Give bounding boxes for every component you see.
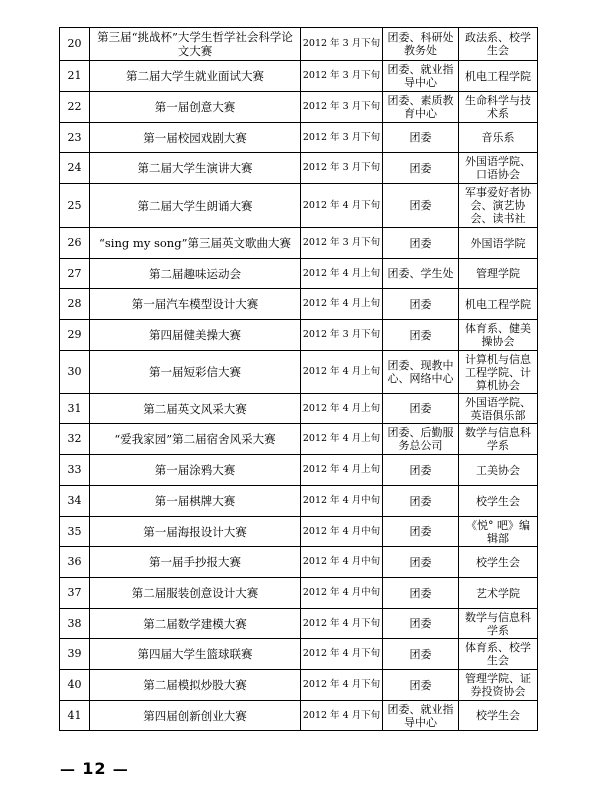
event-date: 2012 年 4 月上旬	[301, 351, 383, 394]
host-unit: 校学生会	[459, 486, 538, 517]
table-row	[60, 547, 538, 578]
table-row	[60, 153, 538, 184]
event-date: 2012 年 4 月下旬	[301, 701, 383, 731]
organizer: 团委、现教中心、网络中心	[383, 351, 459, 394]
row-number: 38	[60, 609, 90, 639]
event-date: 2012 年 3 月下旬	[301, 123, 383, 153]
table-row	[60, 92, 538, 123]
host-unit: 外国语学院	[459, 228, 538, 259]
page-number-dash-right: —	[112, 760, 129, 778]
row-number: 32	[60, 424, 90, 455]
table-row	[60, 289, 538, 320]
table-row	[60, 28, 538, 61]
event-name: 第一届短彩信大赛	[90, 351, 301, 394]
table-row	[60, 455, 538, 486]
table-row	[60, 609, 538, 639]
host-unit: 机电工程学院	[459, 61, 538, 92]
event-date: 2012 年 4 月中旬	[301, 547, 383, 578]
host-unit: 管理学院	[459, 259, 538, 289]
event-date: 2012 年 3 月下旬	[301, 153, 383, 184]
organizer: 团委	[383, 670, 459, 701]
organizer: 团委、就业指导中心	[383, 701, 459, 731]
row-number: 40	[60, 670, 90, 701]
organizer: 团委	[383, 123, 459, 153]
event-name: 第四届创新创业大赛	[90, 701, 301, 731]
host-unit: 外国语学院、口语协会	[459, 153, 538, 184]
organizer: 团委	[383, 486, 459, 517]
event-name: 第一届校园戏剧大赛	[90, 123, 301, 153]
host-unit: 校学生会	[459, 547, 538, 578]
host-unit: 校学生会	[459, 701, 538, 731]
table-row	[60, 61, 538, 92]
host-unit: 生命科学与技术系	[459, 92, 538, 123]
organizer: 团委、就业指导中心	[383, 61, 459, 92]
event-name: 第二届模拟炒股大赛	[90, 670, 301, 701]
event-date: 2012 年 4 月上旬	[301, 394, 383, 424]
host-unit: 管理学院、证券投资协会	[459, 670, 538, 701]
organizer: 团委	[383, 639, 459, 670]
host-unit: 体育系、健美操协会	[459, 320, 538, 351]
row-number: 22	[60, 92, 90, 123]
event-date: 2012 年 3 月下旬	[301, 28, 383, 61]
event-date: 2012 年 3 月下旬	[301, 92, 383, 123]
row-number: 29	[60, 320, 90, 351]
activity-table	[59, 27, 538, 731]
row-number: 20	[60, 28, 90, 61]
event-date: 2012 年 3 月下旬	[301, 320, 383, 351]
host-unit: 《悦° 吧》编辑部	[459, 517, 538, 547]
event-name: 第二届大学生就业面试大赛	[90, 61, 301, 92]
event-date: 2012 年 4 月中旬	[301, 486, 383, 517]
host-unit: 外国语学院、英语俱乐部	[459, 394, 538, 424]
table-row	[60, 578, 538, 609]
table-row	[60, 259, 538, 289]
host-unit: 音乐系	[459, 123, 538, 153]
event-date: 2012 年 4 月上旬	[301, 424, 383, 455]
event-name: 第二届英文风采大赛	[90, 394, 301, 424]
organizer: 团委	[383, 320, 459, 351]
event-name: 第一届海报设计大赛	[90, 517, 301, 547]
event-date: 2012 年 4 月上旬	[301, 455, 383, 486]
row-number: 26	[60, 228, 90, 259]
host-unit: 艺术学院	[459, 578, 538, 609]
table-row	[60, 184, 538, 228]
event-name: 第二届趣味运动会	[90, 259, 301, 289]
table-row	[60, 639, 538, 670]
event-date: 2012 年 4 月下旬	[301, 609, 383, 639]
row-number: 34	[60, 486, 90, 517]
event-name: 第二届服装创意设计大赛	[90, 578, 301, 609]
table-row	[60, 424, 538, 455]
event-date: 2012 年 4 月上旬	[301, 289, 383, 320]
page-number: 12	[82, 759, 107, 778]
organizer: 团委	[383, 517, 459, 547]
event-name: 第二届数学建模大赛	[90, 609, 301, 639]
row-number: 39	[60, 639, 90, 670]
event-name: “sing my song”第三届英文歌曲大赛	[90, 228, 301, 259]
event-name: 第一届创意大赛	[90, 92, 301, 123]
row-number: 35	[60, 517, 90, 547]
event-name: 第四届大学生篮球联赛	[90, 639, 301, 670]
organizer: 团委	[383, 228, 459, 259]
table-row	[60, 351, 538, 394]
organizer: 团委、科研处教务处	[383, 28, 459, 61]
event-date: 2012 年 4 月中旬	[301, 517, 383, 547]
row-number: 33	[60, 455, 90, 486]
event-date: 2012 年 3 月下旬	[301, 61, 383, 92]
event-name: “爱我家园”第二届宿舍风采大赛	[90, 424, 301, 455]
table-row	[60, 701, 538, 731]
organizer: 团委	[383, 609, 459, 639]
row-number: 31	[60, 394, 90, 424]
table-row	[60, 320, 538, 351]
event-name: 第一届棋牌大赛	[90, 486, 301, 517]
row-number: 41	[60, 701, 90, 731]
row-number: 37	[60, 578, 90, 609]
organizer: 团委	[383, 289, 459, 320]
row-number: 36	[60, 547, 90, 578]
event-date: 2012 年 4 月下旬	[301, 184, 383, 228]
event-name: 第三届“挑战杯”大学生哲学社会科学论文大赛	[90, 28, 301, 61]
row-number: 27	[60, 259, 90, 289]
row-number: 24	[60, 153, 90, 184]
event-name: 第二届大学生朗诵大赛	[90, 184, 301, 228]
event-name: 第二届大学生演讲大赛	[90, 153, 301, 184]
host-unit: 数学与信息科学系	[459, 609, 538, 639]
row-number: 23	[60, 123, 90, 153]
organizer: 团委、学生处	[383, 259, 459, 289]
host-unit: 计算机与信息工程学院、计算机协会	[459, 351, 538, 394]
event-name: 第一届汽车模型设计大赛	[90, 289, 301, 320]
event-name: 第四届健美操大赛	[90, 320, 301, 351]
table-row	[60, 517, 538, 547]
table-row	[60, 486, 538, 517]
event-date: 2012 年 3 月下旬	[301, 228, 383, 259]
page-number-footer	[60, 759, 129, 778]
event-date: 2012 年 4 月上旬	[301, 259, 383, 289]
host-unit: 政法系、校学生会	[459, 28, 538, 61]
organizer: 团委	[383, 394, 459, 424]
table-row	[60, 394, 538, 424]
host-unit: 数学与信息科学系	[459, 424, 538, 455]
row-number: 25	[60, 184, 90, 228]
row-number: 21	[60, 61, 90, 92]
event-date: 2012 年 4 月下旬	[301, 639, 383, 670]
page-number-dash-left: —	[60, 760, 76, 778]
host-unit: 工美协会	[459, 455, 538, 486]
organizer: 团委	[383, 547, 459, 578]
event-name: 第一届涂鸦大赛	[90, 455, 301, 486]
host-unit: 体育系、校学生会	[459, 639, 538, 670]
organizer: 团委	[383, 153, 459, 184]
event-date: 2012 年 4 月中旬	[301, 578, 383, 609]
host-unit: 机电工程学院	[459, 289, 538, 320]
table-row	[60, 228, 538, 259]
organizer: 团委	[383, 578, 459, 609]
table-row	[60, 670, 538, 701]
row-number: 30	[60, 351, 90, 394]
organizer: 团委、素质教育中心	[383, 92, 459, 123]
organizer: 团委	[383, 184, 459, 228]
organizer: 团委、后勤服务总公司	[383, 424, 459, 455]
event-date: 2012 年 4 月下旬	[301, 670, 383, 701]
row-number: 28	[60, 289, 90, 320]
host-unit: 军事爱好者协会、演艺协会、读书社	[459, 184, 538, 228]
event-name: 第一届手抄报大赛	[90, 547, 301, 578]
organizer: 团委	[383, 455, 459, 486]
table-row	[60, 123, 538, 153]
